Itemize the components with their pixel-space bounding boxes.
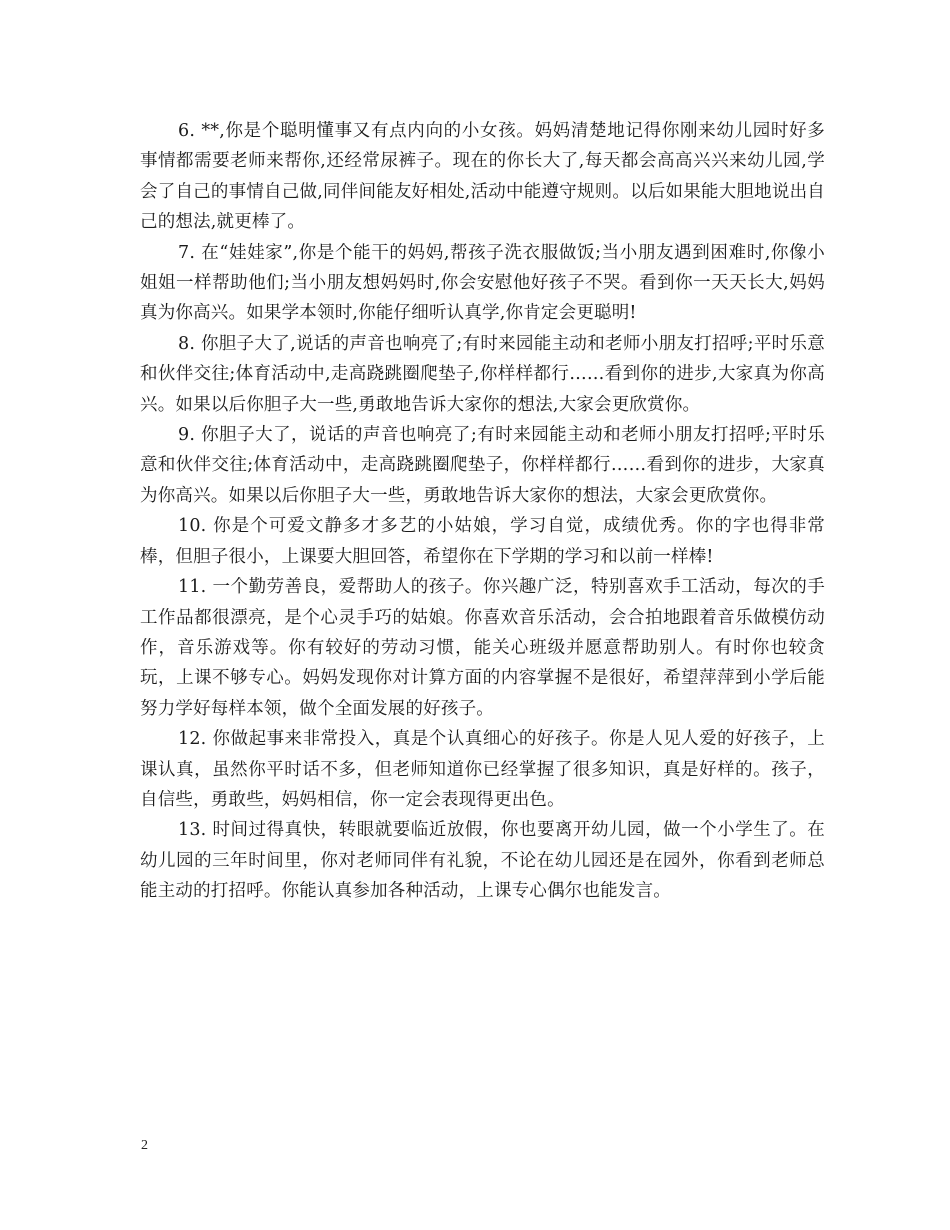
document-body [140,116,825,907]
paragraph-7: 7. 在“娃娃家”,你是个能干的妈妈,帮孩子洗衣服做饭;当小朋友遇到困难时,你像小姐姐一样帮助他们;当小朋友想妈妈时,你会安慰他好孩子不哭。看到你一天天长大,妈妈真为你高兴。如果学本领时,你能仔细听认真学,你肯定会更聪明! [140,242,825,324]
paragraph-8: 8. 你胆子大了,说话的声音也响亮了;有时来园能主动和老师小朋友打招呼;平时乐意和伙伴交往;体育活动中,走高跷跳圈爬垫子,你样样都行……看到你的进步,大家真为你高兴。如果以后你胆子大一些,勇敢地告诉大家你的想法,大家会更欣赏你。 [140,333,825,415]
paragraph-9: 9. 你胆子大了，说话的声音也响亮了;有时来园能主动和老师小朋友打招呼;平时乐意和伙伴交往;体育活动中，走高跷跳圈爬垫子，你样样都行……看到你的进步，大家真为你高兴。如果以后你胆子大一些，勇敢地告诉大家你的想法，大家会更欣赏你。 [140,425,825,506]
paragraph-11: 11. 一个勤劳善良，爱帮助人的孩子。你兴趣广泛，特别喜欢手工活动，每次的手工作品都很漂亮，是个心灵手巧的姑娘。你喜欢音乐活动，会合拍地跟着音乐做模仿动作，音乐游戏等。你有较好的劳动习惯，能关心班级并愿意帮助别人。有时你也较贪玩，上课不够专心。妈妈发现你对计算方面的内容掌握不是很好，希望萍萍到小学后能努力学好每样本领，做个全面发展的好孩子。 [140,577,825,719]
page-number: 2 [141,1138,148,1153]
paragraph-13: 13. 时间过得真快，转眼就要临近放假，你也要离开幼儿园，做一个小学生了。在幼儿园的三年时间里，你对老师同伴有礼貌，不论在幼儿园还是在园外，你看到老师总能主动的打招呼。你能认真参加各种活动，上课专心偶尔也能发言。 [140,820,825,902]
paragraph-12: 12. 你做起事来非常投入，真是个认真细心的好孩子。你是人见人爱的好孩子，上课认真，虽然你平时话不多，但老师知道你已经掌握了很多知识，真是好样的。孩子，自信些，勇敢些，妈妈相信，你一定会表现得更出色。 [140,729,825,810]
paragraph-6: 6. **,你是个聪明懂事又有点内向的小女孩。妈妈清楚地记得你刚来幼儿园时好多事情都需要老师来帮你,还经常尿裤子。现在的你长大了,每天都会高高兴兴来幼儿园,学会了自己的事情自己做,同伴间能友好相处,活动中能遵守规则。以后如果能大胆地说出自己的想法,就更棒了。 [140,121,825,233]
paragraph-10: 10. 你是个可爱文静多才多艺的小姑娘，学习自觉，成绩优秀。你的字也得非常棒，但胆子很小，上课要大胆回答，希望你在下学期的学习和以前一样棒! [140,516,825,567]
